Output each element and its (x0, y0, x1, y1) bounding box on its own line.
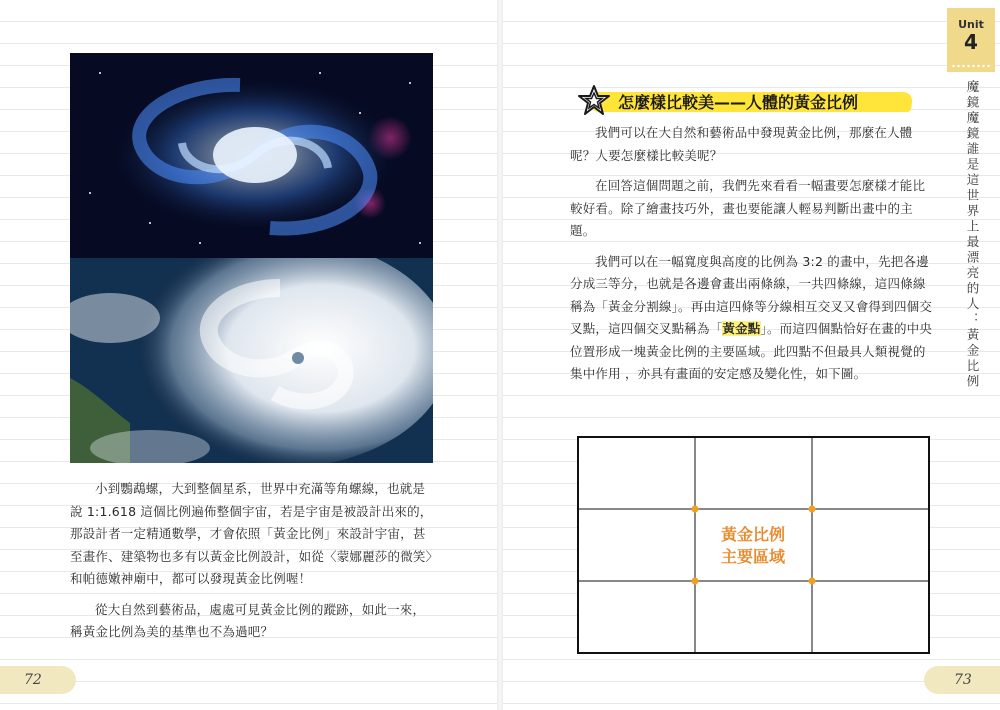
diagram-frame (578, 437, 929, 653)
golden-point (809, 506, 816, 513)
golden-ratio-grid-diagram (577, 436, 930, 654)
paragraph-text: 在回答這個問題之前，我們先來看看一幅畫要怎麼樣才能比較好看。除了繪畫技巧外，畫也要能讓人輕易判斷出畫中的主題。 (570, 178, 926, 238)
hurricane-photo (70, 258, 433, 463)
diagram-label-line-2: 主要區域 (720, 547, 786, 566)
book-gutter (497, 0, 503, 710)
chapter-vertical-title: 魔鏡魔鏡誰是這世界上最漂亮的人：黃金比例 (965, 80, 980, 390)
left-page-number: 72 (0, 666, 76, 694)
golden-point-term: 黃金點 (722, 321, 761, 336)
unit-tab-dots (951, 64, 991, 68)
right-paragraph-3 (570, 251, 935, 386)
diagram-label-line-1: 黃金比例 (720, 525, 786, 544)
unit-tab (947, 8, 995, 72)
golden-point (809, 578, 816, 585)
right-page-number: 73 (924, 666, 1000, 694)
right-paragraph-2 (570, 175, 935, 243)
paragraph-text: 我們可以在大自然和藝術品中發現黃金比例，那麼在人體呢？人要怎麼樣比較美呢？ (570, 125, 913, 163)
left-paragraph-1: 小到鸚鵡螺，大到整個星系，世界中充滿等角螺線，也就是說 1:1.618 這個比例遍佈整個宇宙，若是宇宙是被設計出來的，那設計者一定精通數學，才會依照「黃金比例」來設計宇宙，甚至畫作、建築物也多有以黃金比例設計，如從〈蒙娜麗莎的微笑〉和帕德嫩神廟中，都可以發現黃金比例喔！ (70, 481, 433, 586)
paragraph-text: 我們可以在一幅寬度與高度的比例為 3:2 的畫中，先把各邊分成三等分，也就是各邊會畫出兩條線，一共四條線，這四條線稱為「黃金分割線」。再由這四條等分線相互交叉又會得到四個交叉點，這四個交叉點稱為「 (570, 253, 933, 336)
star-icon (578, 84, 610, 116)
left-page-text (70, 478, 435, 652)
galaxy-photo (70, 53, 433, 258)
heading-text: 怎麼樣比較美——人體的黃金比例 (618, 93, 859, 112)
left-paragraph-2: 從大自然到藝術品，處處可見黃金比例的蹤跡，如此一來，稱黃金比例為美的基準也不為過吧？ (70, 601, 426, 639)
unit-label: Unit (958, 18, 984, 31)
paragraph-text-continued: 」。而這四個點恰好在畫的中央位置形成一塊黃金比例的主要區域。此四點不但最具人類視覺的集中作用 ，亦具有畫面的安定感及變化性，如下圖。 (570, 321, 933, 381)
golden-point (692, 578, 699, 585)
section-heading (570, 84, 910, 118)
right-page-text (570, 122, 935, 394)
golden-point (692, 506, 699, 513)
unit-number: 4 (964, 30, 978, 54)
right-paragraph-1 (570, 122, 935, 167)
